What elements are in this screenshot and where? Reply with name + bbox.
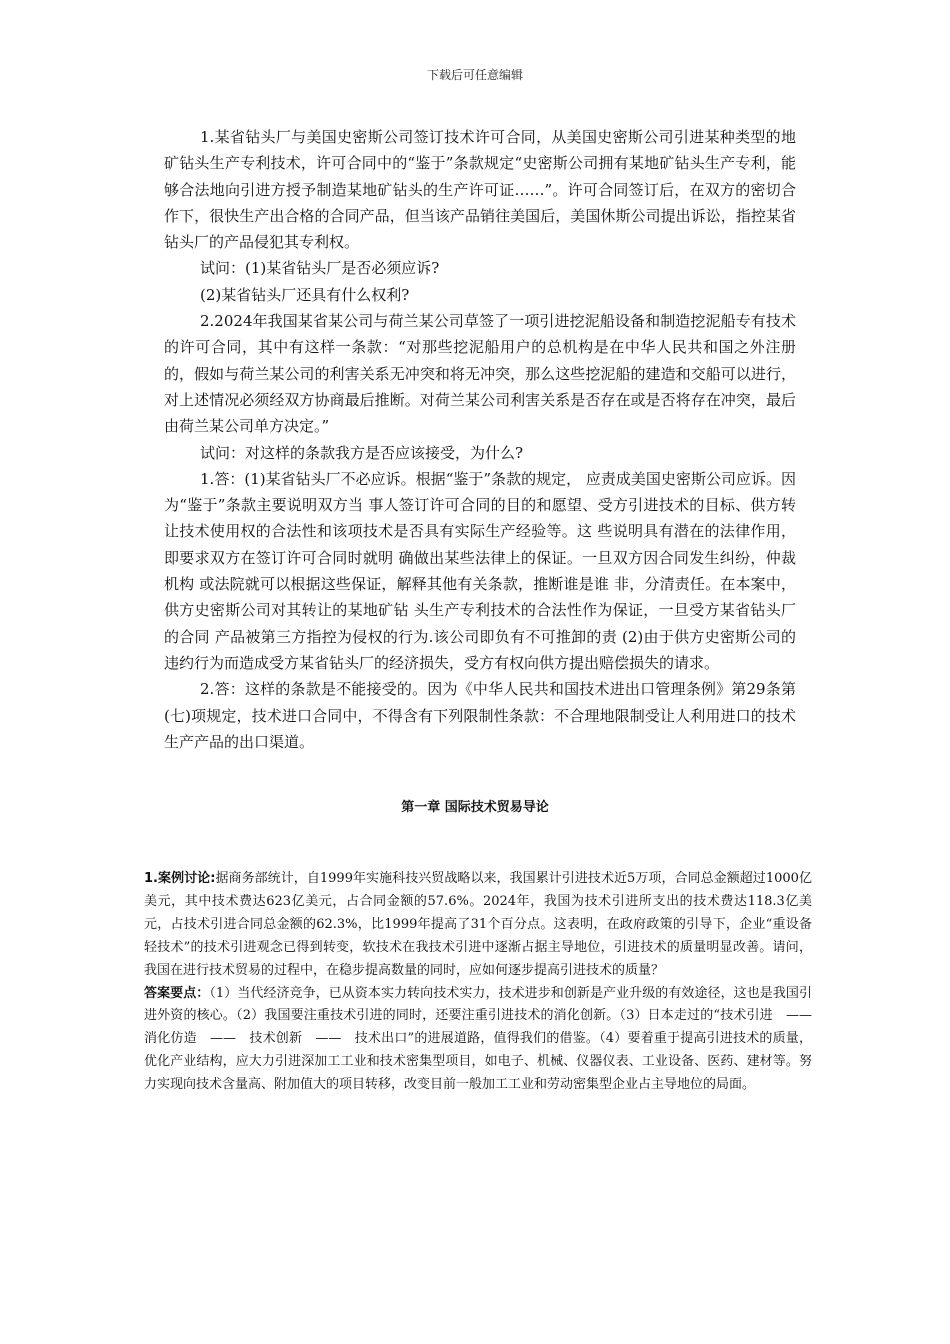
- case-discussion-paragraph: [144, 868, 812, 983]
- question-1-paragraph: 试问：(1)某省钻头厂是否必须应诉?: [200, 259, 440, 278]
- case-discussion-section: [144, 868, 826, 1097]
- case-2-paragraph: 2.2024年我国某省某公司与荷兰某公司草签了一项引进挖泥船设备和制造挖泥船专有技术的许可合同，其中有这样一条款：“对那些挖泥船用户的总机构是在中华人民共和国之外注册的，假如与荷兰某公司的利害关系无冲突和将无冲突，那么这些挖泥船的建造和交船可以进行，对上述情况必须经双方协商最后推断。对荷兰某公司利害关系是否存在或是否将存在冲突，最后由荷兰某公司单方决定。”: [164, 312, 796, 436]
- question-2-paragraph: (2)某省钻头厂还具有什么权利?: [200, 285, 410, 304]
- question-3-paragraph: 试问：对这样的条款我方是否应该接受，为什么?: [200, 443, 524, 462]
- case-questions-section: [164, 124, 796, 755]
- chapter-title: 第一章 国际技术贸易导论: [401, 800, 549, 815]
- page-header: 下载后可任意编辑: [426, 68, 523, 82]
- answer-points-label: 答案要点：: [144, 985, 210, 1001]
- answer-points-text: （1）当代经济竞争，已从资本实力转向技术实力，技术进步和创新是产业升级的有效途径，这也是我国引进外资的核心。（2）我国要注重技术引进的同时，还要注重引进技术的消化创新。（3）日本走过的“技术引进 —— 消化仿造 —— 技术创新 —— 技术出口”的进展道路，值得我们的借鉴。（4）要着重于提高引进技术的质量，优化产业结构，应大力引进深加工工业和技术密集型项目，如电子、机械、仪器仪表、工业设备、医药、建材等。努力实现向技术含量高、附加值大的项目转移，改变目前一般加工工业和劳动密集型企业占主导地位的局面。: [144, 985, 826, 1093]
- case-1-paragraph: 1.某省钻头厂与美国史密斯公司签订技术许可合同，从美国史密斯公司引进某种类型的地矿钻头生产专利技术，许可合同中的“鉴于”条款规定“史密斯公司拥有某地矿钻头生产专利，能够合法地向引进方授予制造某地矿钻头的生产许可证……”。许可合同签订后，在双方的密切合作下，很快生产出合格的合同产品，但当该产品销往美国后，美国休斯公司提出诉讼，指控某省钻头厂的产品侵犯其专利权。: [164, 128, 796, 252]
- answer-points-paragraph: [144, 983, 826, 1098]
- answer-2-paragraph: 2.答：这样的条款是不能接受的。因为《中华人民共和国技术进出口管理条例》第29条第(七)项规定，技术进口合同中，不得含有下列限制性条款：不合理地限制受让人利用进口的技术生产产品的出口渠道。: [164, 680, 796, 751]
- answer-1-paragraph: 1.答：(1)某省钻头厂不必应诉。根据“鉴于”条款的规定， 应责成美国史密斯公司应诉。因为“鉴于”条款主要说明双方当 事人签订许可合同的目的和愿望、受方引进技术的目标、供方转 让技术使用权的合法性和该项技术是否具有实际生产经验等。这 些说明具有潜在的法律作用，即要求双方在签订许可合同时就明 确做出某些法律上的保证。一旦双方因合同发生纠纷，仲裁机构 或法院就可以根据这些保证，解释其他有关条款，推断谁是谁 非，分清责任。在本案中，供方史密斯公司对其转让的某地矿钻 头生产专利技术的合法性作为保证，一旦受方某省钻头厂的合同 产品被第三方指控为侵权的行为.该公司即负有不可推卸的责 (2)由于供方史密斯公司的违约行为而造成受方某省钻头厂的经济损失，受方有权向供方提出赔偿损失的请求。: [164, 469, 796, 672]
- case-discussion-label: 1.案例讨论:: [144, 871, 216, 886]
- case-discussion-text: 据商务部统计，自1999年实施科技兴贸战略以来，我国累计引进技术近5万项，合同总金额超过1000亿美元，其中技术费达623亿美元，占合同金额的57.6%。2024年，我国为技术引进所支出的技术费达118.3亿美元，占技术引进合同总金额的62.3%，比1999年提高了31个百分点。这表明，在政府政策的引导下，企业“重设备轻技术”的技术引进观念已得到转变，软技术在我技术引进中逐渐占据主导地位，引进技术的质量明显改善。请问，我国在进行技术贸易的过程中，在稳步提高数量的同时，应如何逐步提高引进技术的质量？: [144, 871, 812, 978]
